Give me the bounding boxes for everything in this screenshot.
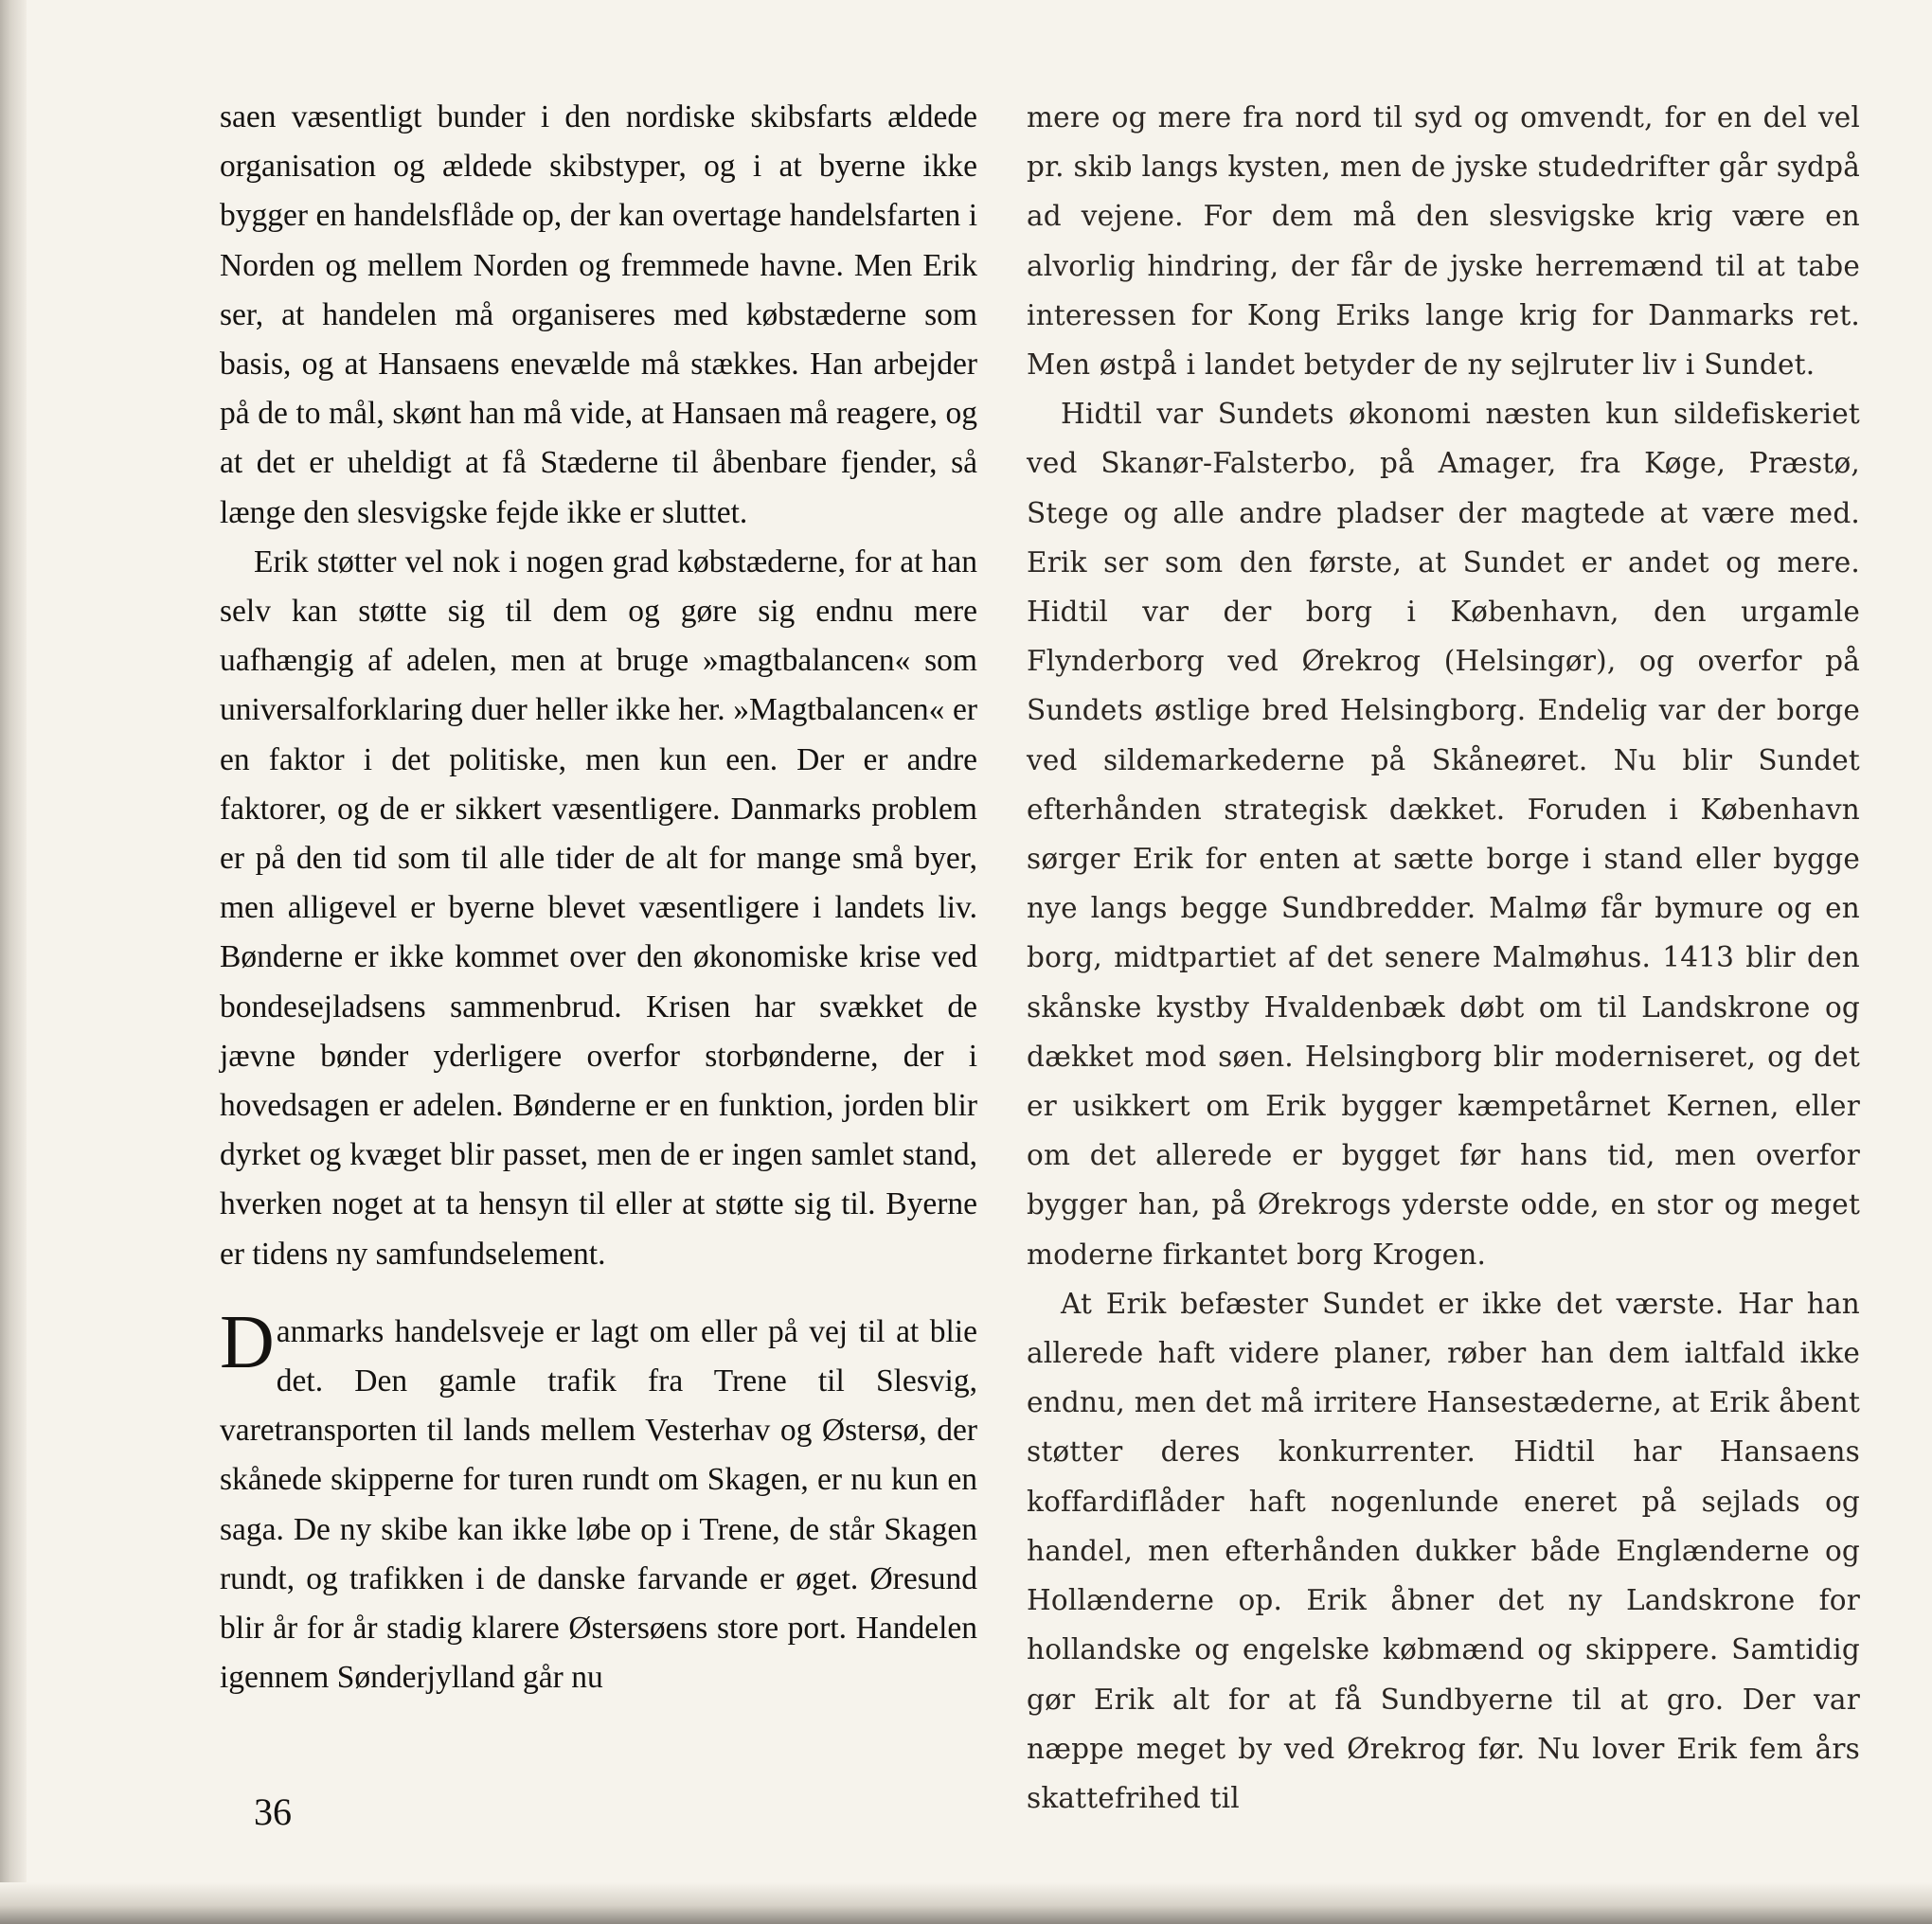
page-bottom-edge	[0, 1882, 1932, 1924]
left-text-column	[220, 93, 977, 1703]
left-paragraph-3-text: anmarks handelsveje er lagt om eller på vej til at blie det. Den gamle trafik fra Trene til Slesvig, varetransporten til lands mellem Vesterhav og Østersø, der skånede skipperne for turen rundt om Skagen, er nu kun en saga. De ny skibe kan ikke løbe op i Trene, de står Skagen rundt, og trafikken i de danske farvande er øget. Øresund blir år for år stadig klarere Østersøens store port. Handelen igennem Sønderjylland går nu	[220, 1313, 977, 1696]
right-paragraph-2: Hidtil var Sundets økonomi næsten kun sildefiskeriet ved Skanør-Falsterbo, på Amager, fra Køge, Præstø, Stege og alle andre pladser der magtede at være med. Erik ser som den første, at Sundet er andet og mere. Hidtil var der borg i København, den urgamle Flynderborg ved Ørekrog (Helsingør), og overfor på Sundets østlige bred Helsingborg. Endelig var der borge ved sildemarkederne på Skåneøret. Nu blir Sundet efterhånden strategisk dækket. Foruden i København sørger Erik for enten at sætte borge i stand eller bygge nye langs begge Sundbredder. Malmø får bymure og en borg, midtpartiet af det senere Malmøhus. 1413 blir den skånske kystby Hvaldenbæk døbt om til Landskrone og dækket mod søen. Helsingborg blir moderniseret, og det er usikkert om Erik bygger kæmpetårnet Kernen, eller om det allerede er bygget før hans tid, men overfor bygger han, på Ørekrogs yderste odde, en stor og meget moderne firkantet borg Krogen.	[1027, 398, 1860, 1271]
right-paragraph-3: At Erik befæster Sundet er ikke det værste. Har han allerede haft videre planer, røber han dem ialtfald ikke endnu, men det må irritere Hansestæderne, at Erik åbent støtter deres konkurrenter. Hidtil har Hansaens koffardiflåder haft nogenlunde eneret på sejlads og handel, men efterhånden dukker både Englænderne og Hollænderne op. Erik åbner det ny Landskrone for hollandske og engelske købmænd og skippere. Samtidig gør Erik alt for at få Sundbyerne til at gro. Der var næppe meget by ved Ørekrog før. Nu lover Erik fem års skattefrihed til	[1027, 1287, 1860, 1814]
left-paragraph-2: Erik støtter vel nok i nogen grad købstæderne, for at han selv kan støtte sig til dem og gøre sig endnu mere uafhængig af adelen, men at bruge »magtbalancen« som universalforklaring duer heller ikke her. »Magtbalancen« er en faktor i det politiske, men kun een. Der er andre faktorer, og de er sikkert væsentligere. Danmarks problem er på den tid som til alle tider de alt for mange små byer, men alligevel er byerne blevet væsentligere i landets liv. Bønderne er ikke kommet over den økonomiske krise ved bondesejladsens sammenbrud. Krisen har svækket de jævne bønder yderligere overfor storbønderne, der i hovedsagen er adelen. Bønderne er en funktion, jorden blir dyrket og kvæget blir passet, men de er ingen samlet stand, hverken noget at ta hensyn til eller at støtte sig til. Byerne er tidens ny samfundselement.	[220, 543, 977, 1272]
left-paragraph-1: saen væsentligt bunder i den nordiske skibsfarts ældede organisation og ældede skibstyper, og i at byerne ikke bygger en handelsflåde op, der kan overtage handelsfarten i Norden og mellem Norden og fremmede havne. Men Erik ser, at handelen må organiseres med købstæderne som basis, og at Hansaens enevælde må stækkes. Han arbejder på de to mål, skønt han må vide, at Hansaen må reagere, og at det er uheldigt at få Stæderne til åbenbare fjender, så længe den slesvigske fejde ikke er sluttet.	[220, 99, 977, 530]
right-text-column	[1027, 93, 1860, 1823]
right-paragraph-1: mere og mere fra nord til syd og omvendt, for en del vel pr. skib langs kysten, men de jyske studedrifter går sydpå ad vejene. For dem må den slesvigske krig være en alvorlig hindring, der får de jyske herremænd til at tabe interessen for Kong Eriks lange krig for Danmarks ret. Men østpå i landet betyder de ny sejlruter liv i Sundet.	[1027, 101, 1860, 382]
page-number: 36	[254, 1790, 292, 1833]
book-spine-edge	[0, 0, 27, 1924]
drop-cap-letter: D	[220, 1300, 275, 1384]
left-paragraph-3	[220, 1300, 977, 1703]
